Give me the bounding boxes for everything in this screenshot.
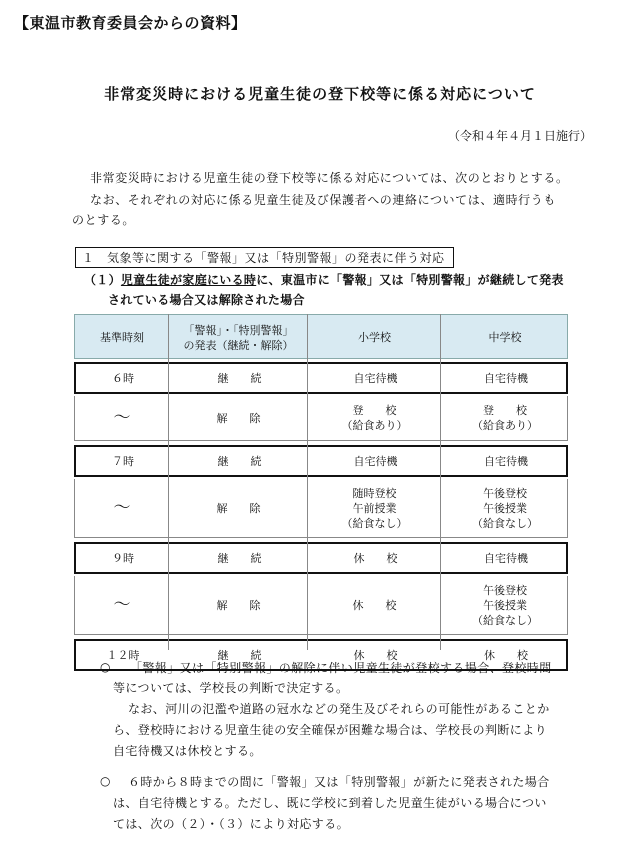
table-row [74,576,568,635]
table-row [74,362,568,394]
section-heading-1: １ 気象等に関する「警報」又は「特別警報」の発表に伴う対応 [75,247,454,268]
intro-paragraph-2 [72,190,582,230]
header-junior-high: 中学校 [488,331,522,344]
subsection-underlined: 児童生徒が家庭にいる時 [120,273,257,287]
subsection-rest: に、東温市に「警報」又は「特別警報」が継続して発表 [256,273,564,287]
time-cell: １２時 [106,648,140,662]
elementary-cell: 随時登校 午前授業 （給食なし） [341,486,408,530]
document-title: 非常変災時における児童生徒の登下校等に係る対応について [104,85,536,103]
junior-high-cell: 午後登校 午後授業 （給食なし） [472,583,538,627]
table-header [74,314,568,359]
column-divider [440,314,441,650]
elementary-cell: 休 校 [353,648,398,662]
status-cell: 継 続 [217,648,262,662]
junior-high-cell: 登 校 （給食あり） [472,404,538,432]
junior-high-cell: 自宅待機 [484,551,528,565]
status-cell: 解 除 [216,598,261,612]
time-cell: ９時 [112,551,134,565]
intro-p2-line2: のとする。 [72,213,136,227]
schedule-table [74,314,568,662]
subsection-heading-line2: されている場合又は解除された場合 [108,293,305,307]
elementary-cell: 自宅待機 [353,371,398,385]
time-cell: ７時 [112,454,134,468]
source-tag: 【東温市教育委員会からの資料】 [14,14,247,32]
header-warning: 「警報」・「特別警報」 の発表（継続・解除） [183,323,294,352]
status-cell: 解 除 [216,411,261,425]
status-cell: 解 除 [216,501,261,515]
junior-high-cell: 自宅待機 [484,371,528,385]
column-divider [168,314,169,650]
table-row [74,542,568,574]
elementary-cell: 自宅待機 [353,454,398,468]
time-cell: 〜 [113,407,131,428]
column-divider [307,314,308,650]
elementary-cell: 登 校 （給食あり） [341,404,408,432]
note1-line2: 等については、学校長の判断で決定する。 [113,681,349,695]
status-cell: 継 続 [217,454,262,468]
note-bullet-2: ○ [100,774,111,788]
subsection-number: （１） [84,273,121,287]
elementary-cell: 休 校 [353,551,398,565]
time-cell: 〜 [113,594,131,615]
intro-paragraph-1: 非常変災時における児童生徒の登下校等に係る対応については、次のとおりとする。 [90,171,569,185]
junior-high-cell: 自宅待機 [484,454,528,468]
subsection-heading-line1 [84,271,564,288]
time-cell: 〜 [113,497,131,518]
note2-line2: は、自宅待機とする。ただし、既に学校に到着した児童生徒がいる場合につい [113,796,547,810]
header-elementary: 小学校 [358,331,391,344]
intro-p2-line1: なお、それぞれの対応に係る児童生徒及び保護者への連絡については、適時行うも [90,193,556,207]
note2-line1: ６時から８時までの間に「警報」又は「特別警報」が新たに発表された場合 [128,775,550,789]
note1-line5: 自宅待機又は休校とする。 [113,744,262,758]
note1-line4: ら、登校時における児童生徒の安全確保が困難な場合は、学校長の判断により [113,723,548,737]
junior-high-cell: 休 校 [484,648,528,662]
header-time: 基準時刻 [100,331,144,344]
elementary-cell: 休 校 [352,598,397,612]
status-cell: 継 続 [217,371,262,385]
time-cell: ６時 [112,371,134,385]
status-cell: 継 続 [217,551,262,565]
note-bullet-1: ○ [100,660,111,674]
table-row [74,445,568,477]
note1-line3: なお、河川の氾濫や道路の冠水などの発生及びそれらの可能性があることか [128,702,550,716]
note1-line1: 「警報」又は「特別警報」の解除に伴い児童生徒が登校する場合、登校時間 [130,661,552,675]
effective-date: （令和４年４月１日施行） [447,129,592,143]
junior-high-cell: 午後登校 午後授業 （給食なし） [472,486,538,530]
table-row [74,479,568,538]
table-row [74,396,568,441]
note2-line3: ては、次の（２）・（３）により対応する。 [113,817,350,831]
